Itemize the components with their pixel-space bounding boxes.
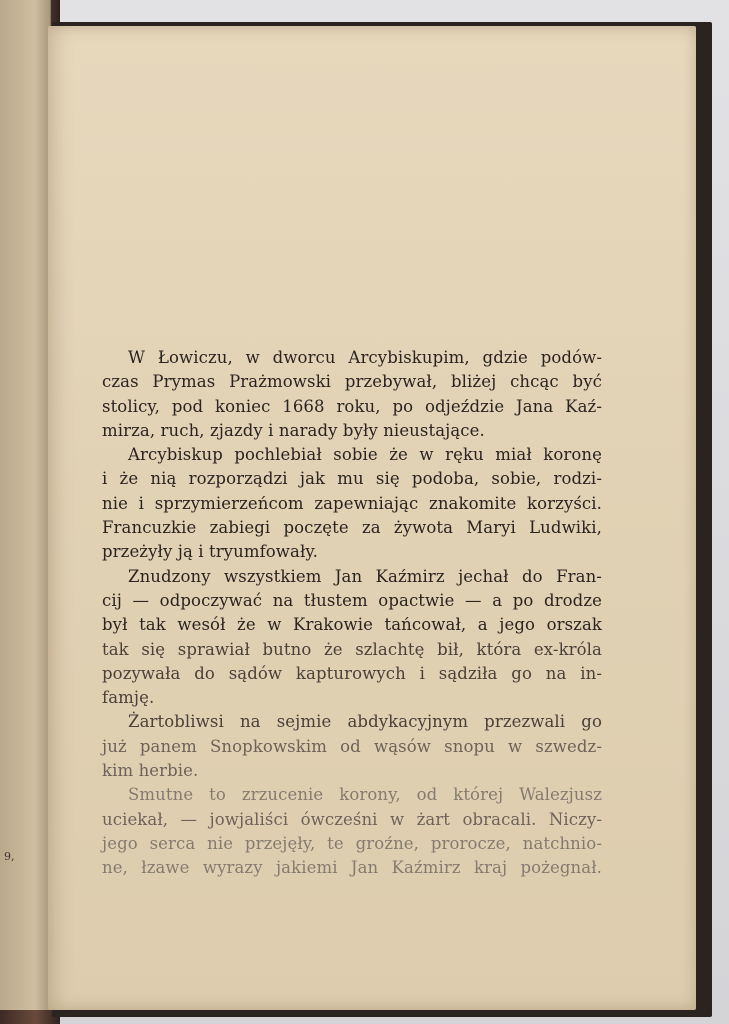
text-line: W Łowiczu, w dworcu Arcybiskupim, gdzie podów-	[128, 348, 602, 367]
text-line: tak się sprawiał butno że szlachtę bił, która ex-króla	[102, 639, 602, 659]
text-line: przeżyły ją i tryumfowały.	[102, 542, 318, 562]
paragraph	[102, 346, 602, 443]
body-text	[102, 346, 602, 881]
text-line: był tak wesół że w Krakowie tańcował, a jego orszak	[102, 615, 602, 635]
text-line: kim herbie.	[102, 761, 199, 781]
left-page-margin-mark: 9,	[4, 850, 15, 863]
text-line: ne, łzawe wyrazy jakiemi Jan Kaźmirz kraj pożegnał.	[102, 858, 602, 878]
text-line: jego serca nie przejęły, te groźne, prorocze, natchnio-	[102, 833, 602, 853]
text-line: Znudzony wszystkiem Jan Kaźmirz jechał do Fran-	[128, 566, 602, 586]
text-line: już panem Snopkowskim od wąsów snopu w szwedz-	[102, 736, 602, 756]
text-line: famję.	[102, 688, 155, 708]
text-line: Francuzkie zabiegi poczęte za żywota Maryi Ludwiki,	[102, 518, 602, 538]
paragraph	[102, 783, 602, 880]
book-page	[48, 26, 696, 1010]
text-line: nie i sprzymierzeńcom zapewniając znakomite korzyści.	[102, 493, 602, 513]
text-line: uciekał, — jowjaliści ówcześni w żart obracali. Niczy-	[102, 809, 602, 829]
paragraph	[102, 710, 602, 783]
text-line: pozywała do sądów kapturowych i sądziła go na in-	[102, 663, 602, 683]
text-line: czas Prymas Prażmowski przebywał, bliżej chcąc być	[102, 372, 602, 392]
paragraph	[102, 443, 602, 564]
text-line: Arcybiskup pochlebiał sobie że w ręku miał koronę	[128, 445, 602, 465]
text-line: Smutne to zrzucenie korony, od której Walezjusz	[128, 785, 602, 805]
left-page	[0, 0, 51, 1010]
text-line: cij — odpoczywać na tłustem opactwie — a po drodze	[102, 590, 602, 610]
text-line: i że nią rozporządzi jak mu się podoba, sobie, rodzi-	[102, 469, 602, 489]
paragraph	[102, 565, 602, 711]
text-line: mirza, ruch, zjazdy i narady były nieustające.	[102, 420, 485, 440]
text-line: Żartobliwsi na sejmie abdykacyjnym przezwali go	[128, 712, 602, 732]
text-line: stolicy, pod koniec 1668 roku, po odjeździe Jana Kaź-	[102, 396, 602, 416]
